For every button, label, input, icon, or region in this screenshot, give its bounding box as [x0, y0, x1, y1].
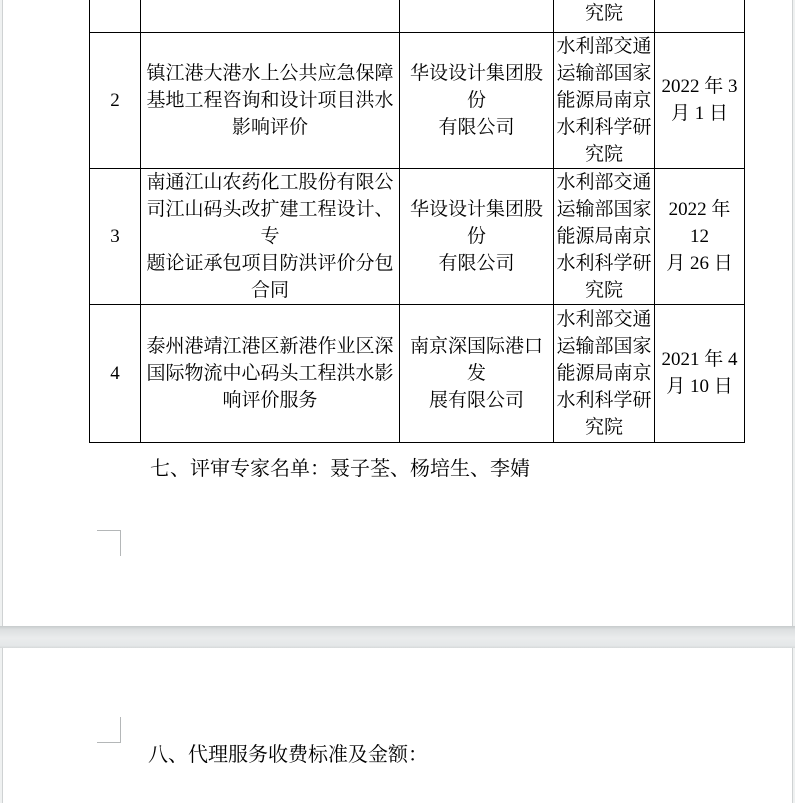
- cell-num: [90, 0, 141, 32]
- margin-mark-page2-vertical: [120, 717, 121, 742]
- cell-date: [655, 0, 745, 32]
- table-row: [90, 304, 745, 442]
- table-row-carryover: [90, 0, 745, 32]
- fees-heading: 八、代理服务收费标准及金额：: [148, 744, 428, 766]
- cell-review-org: 究院: [554, 0, 655, 32]
- cell-company: 南京深国际港口发 展有限公司: [400, 304, 554, 442]
- margin-mark-page1-vertical: [120, 530, 121, 556]
- page-gap: [0, 626, 795, 648]
- cell-project: 南通江山农药化工股份有限公 司江山码头改扩建工程设计、专 题论证承包项目防洪评价分包 合同: [141, 168, 400, 304]
- margin-mark-page1-horizontal: [97, 530, 121, 531]
- table-row: [90, 168, 745, 304]
- cell-date: 2022 年 12 月 26 日: [655, 168, 745, 304]
- cell-review-org: 水利部交通 运输部国家 能源局南京 水利科学研 究院: [554, 32, 655, 168]
- cell-num: 2: [90, 32, 141, 168]
- cell-company: 华设设计集团股份 有限公司: [400, 32, 554, 168]
- margin-mark-page2-horizontal: [97, 742, 121, 743]
- cell-company: 华设设计集团股份 有限公司: [400, 168, 554, 304]
- cell-num: 3: [90, 168, 141, 304]
- cell-project: 泰州港靖江港区新港作业区深 国际物流中心码头工程洪水影 响评价服务: [141, 304, 400, 442]
- experts-heading: 七、评审专家名单：聂子荃、杨培生、李婧: [150, 458, 530, 480]
- cell-date: 2022 年 3 月 1 日: [655, 32, 745, 168]
- cell-review-org: 水利部交通 运输部国家 能源局南京 水利科学研 究院: [554, 168, 655, 304]
- table-row: [90, 32, 745, 168]
- cell-num: 4: [90, 304, 141, 442]
- cell-company: [400, 0, 554, 32]
- cell-review-org: 水利部交通 运输部国家 能源局南京 水利科学研 究院: [554, 304, 655, 442]
- cell-date: 2021 年 4 月 10 日: [655, 304, 745, 442]
- cell-project: [141, 0, 400, 32]
- projects-table: [89, 0, 745, 443]
- cell-project: 镇江港大港水上公共应急保障 基地工程咨询和设计项目洪水 影响评价: [141, 32, 400, 168]
